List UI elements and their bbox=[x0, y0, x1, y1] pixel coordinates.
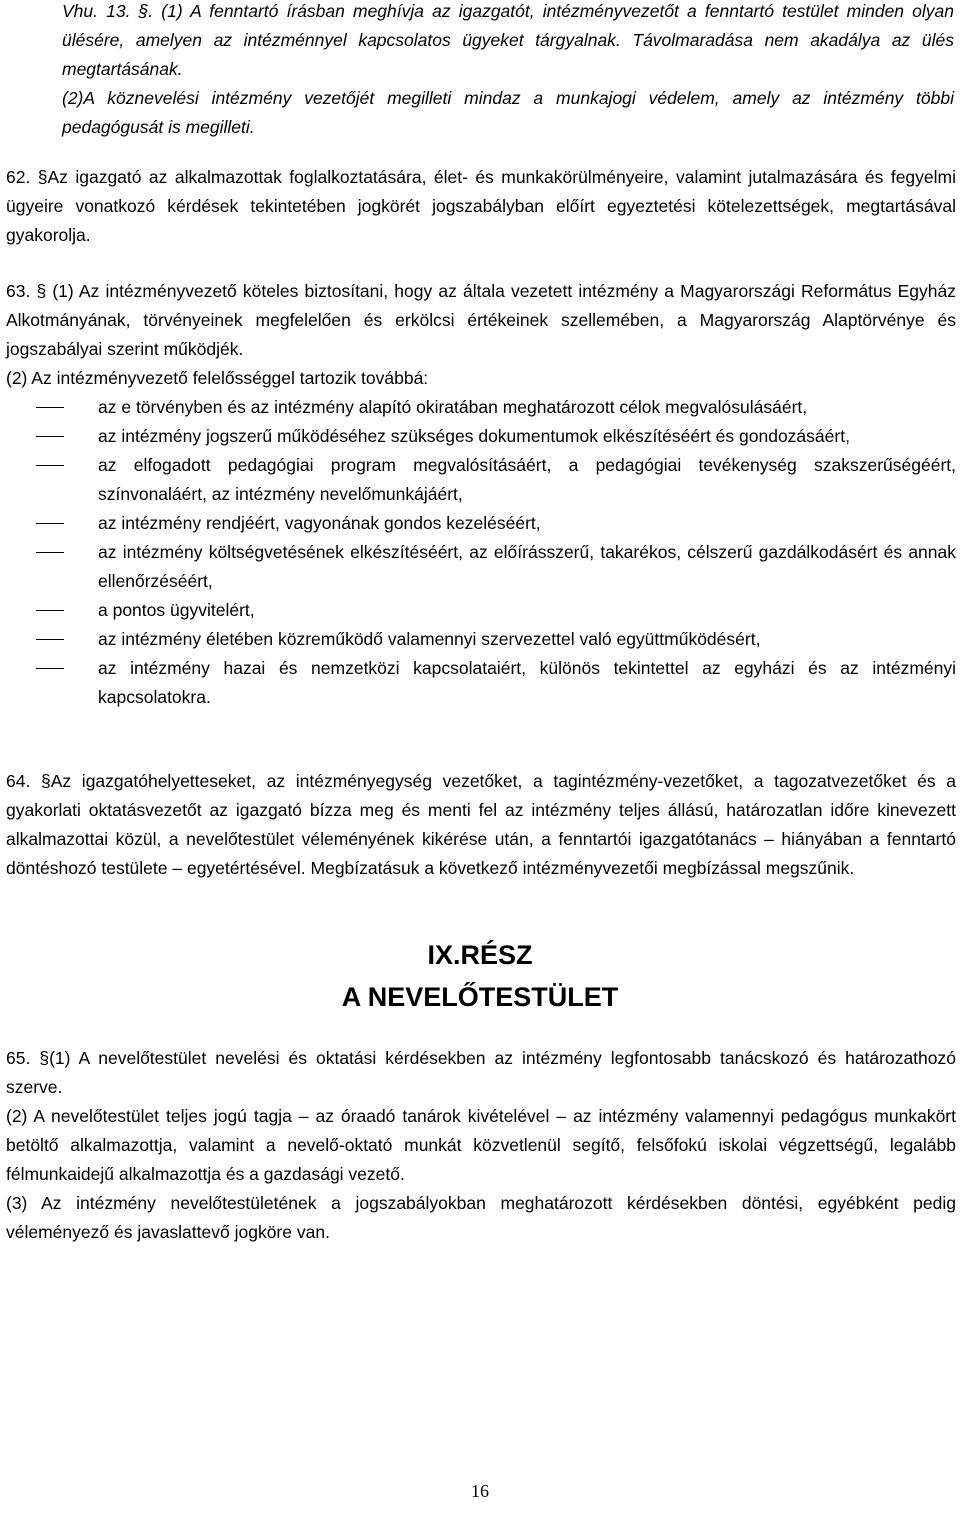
list-item-text: az intézmény életében közreműködő valamennyi szervezettel való együttműködésért, bbox=[98, 629, 761, 649]
list-item bbox=[6, 422, 956, 451]
section-63 bbox=[6, 277, 956, 712]
dash-bullet-icon bbox=[36, 436, 64, 437]
part-title: A NEVELŐTESTÜLET bbox=[341, 982, 619, 1012]
list-item-text: az e törvényben és az intézmény alapító okiratában meghatározott célok megvalósulásáért, bbox=[98, 397, 808, 417]
dash-bullet-icon bbox=[36, 407, 64, 408]
list-item bbox=[6, 654, 956, 712]
dash-bullet-icon bbox=[36, 668, 64, 669]
section-65-para-3: (3) Az intézmény nevelőtestületének a jogszabályokban meghatározott kérdésekben döntési, egyébként pedig véleményező és javaslattevő jogköre van. bbox=[6, 1193, 956, 1242]
section-65 bbox=[6, 1044, 956, 1247]
dash-bullet-icon bbox=[36, 465, 64, 466]
list-item bbox=[6, 451, 956, 509]
list-item-text: az elfogadott pedagógiai program megvalósításáért, a pedagógiai tevékenység szakszerűségéért, színvonaláért, az intézmény nevelőmunkájáért, bbox=[98, 455, 956, 504]
section-62-text: 62. §Az igazgató az alkalmazottak foglalkoztatására, élet- és munkakörülményeire, valamint jutalmazására és fegyelmi ügyeire vonatkozó kérdések tekintetében jogkörét jogszabályban előírt egyeztetési kötelezettségek, megtartásával gyakorolja. bbox=[6, 167, 956, 245]
part-heading: IX.RÉSZ bbox=[427, 940, 533, 970]
list-item-text: a pontos ügyvitelért, bbox=[98, 600, 255, 620]
list-item-text: az intézmény jogszerű működéséhez szükséges dokumentumok elkészítéséért és gondozásáért, bbox=[98, 426, 850, 446]
section-65-para-2: (2) A nevelőtestület teljes jogú tagja – az óraadó tanárok kivételével – az intézmény valamennyi pedagógus munkakört betöltő alkalmazottja, valamint a nevelő-oktató munkát közvetlenül segítő, felsőfokú iskolai végzettségű, legalább félmunkaidejű alkalmazottja és a gazdasági vezető. bbox=[6, 1106, 956, 1184]
section-64-text: 64. §Az igazgatóhelyetteseket, az intézményegység vezetőket, a tagintézmény-vezetőket, a tagozatvezetőket és a gyakorlati oktatásvezetőt az igazgató bízza meg és menti fel az intézmény teljes állású, határozatlan időre kinevezett alkalmazottai közül, a nevelőtestület véleményének kikérése után, a fenntartói igazgatótanács – hiányában a fenntartó döntéshozó testülete – egyetértésével. Megbízatásuk a következő intézményvezetői megbízással megszűnik. bbox=[6, 771, 956, 878]
section-63-para-1: 63. § (1) Az intézményvezető köteles biztosítani, hogy az általa vezetett intézmény a Magyarországi Református Egyház Alkotmányának, törvényeinek megfelelően és erkölcsi értékeinek szellemében, a Magyarország Alaptörvénye és jogszabályai szerint működjék. bbox=[6, 281, 956, 359]
section-63-para-2: (2) Az intézményvezető felelősséggel tartozik továbbá: bbox=[6, 368, 429, 388]
dash-bullet-icon bbox=[36, 610, 64, 611]
section-64 bbox=[6, 767, 956, 883]
responsibility-list bbox=[6, 393, 956, 712]
dash-bullet-icon bbox=[36, 639, 64, 640]
list-item-text: az intézmény hazai és nemzetközi kapcsolataiért, különös tekintettel az egyházi és az intézményi kapcsolatokra. bbox=[98, 658, 956, 707]
section-65-para-1: 65. §(1) A nevelőtestület nevelési és oktatási kérdésekben az intézmény legfontosabb tanácskozó és határozathozó szerve. bbox=[6, 1048, 956, 1097]
section-62 bbox=[6, 163, 956, 250]
list-item-text: az intézmény rendjéért, vagyonának gondos kezeléséért, bbox=[98, 513, 541, 533]
list-item bbox=[6, 596, 956, 625]
list-item bbox=[6, 509, 956, 538]
page-number: 16 bbox=[471, 1481, 489, 1501]
list-item-text: az intézmény költségvetésének elkészítéséért, az előírásszerű, takarékos, célszerű gazdálkodásért és annak ellenőrzéséért, bbox=[98, 542, 956, 591]
paragraph-vhu-13-1: Vhu. 13. §. (1) A fenntartó írásban meghívja az igazgatót, intézményvezetőt a fenntartó testület minden olyan ülésére, amelyen az intézménnyel kapcsolatos ügyeket tárgyalnak. Távolmaradása nem akadálya az ülés megtartásának. bbox=[62, 1, 954, 79]
dash-bullet-icon bbox=[36, 523, 64, 524]
paragraph-vhu-13-2: (2)A köznevelési intézmény vezetőjét megilleti mindaz a munkajogi védelem, amely az intézmény többi pedagógusát is megilleti. bbox=[62, 88, 954, 137]
list-item bbox=[6, 625, 956, 654]
list-item bbox=[6, 538, 956, 596]
dash-bullet-icon bbox=[36, 552, 64, 553]
list-item bbox=[6, 393, 956, 422]
top-italic-section bbox=[62, 0, 954, 142]
